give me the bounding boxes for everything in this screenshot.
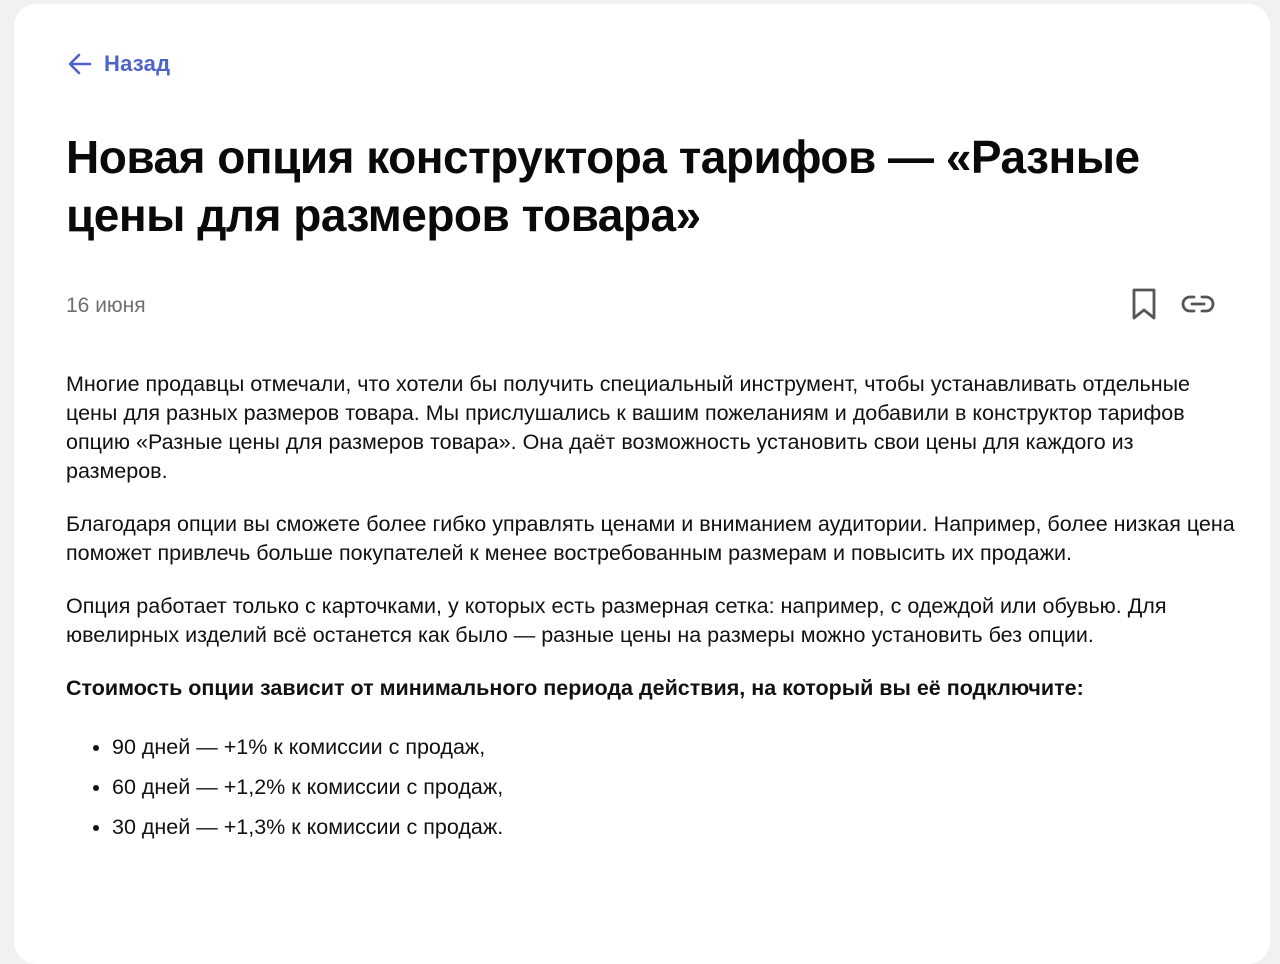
article-paragraph: Многие продавцы отмечали, что хотели бы получить специальный инструмент, чтобы устанавливать отдельные цены для разных размеров товара. Мы прислушались к вашим пожеланиям и добавили в конструктор тарифов опцию «Разные цены для размеров товара». Она даёт возможность установить свои цены для каждого из размеров. [66,372,1190,483]
article-paragraph: Опция работает только с карточками, у которых есть размерная сетка: например, с одеждой или обувью. Для ювелирных изделий всё останется как было — разные цены на размеры можно установить без опции. [66,594,1167,647]
copy-link-button[interactable] [1180,286,1216,322]
bookmark-button[interactable] [1126,286,1162,322]
article-body [66,370,1236,853]
publication-date: 16 июня [66,294,146,317]
list-item: • 90 дней — +1% к комиссии с продаж, [112,733,1236,762]
page-title: Новая опция конструктора тарифов — «Разные цены для размеров товара» [66,131,1140,241]
article-card [14,4,1270,964]
cost-list [66,733,1236,842]
article-paragraph: Благодаря опции вы сможете более гибко управлять ценами и вниманием аудитории. Например, более низкая цена поможет привлечь больше покупателей к менее востребованным размерам и повысить их продажи. [66,512,1235,565]
list-item: • 60 дней — +1,2% к комиссии с продаж, [112,773,1236,802]
arrow-left-icon [66,50,94,78]
list-item: • 30 дней — +1,3% к комиссии с продаж. [112,813,1236,842]
article-actions [1126,286,1216,322]
cost-heading: Стоимость опции зависит от минимального периода действия, на который вы её подключите: [66,676,1084,700]
back-link-label: Назад [104,51,171,76]
bookmark-icon [1130,287,1158,321]
back-link[interactable] [66,50,170,78]
link-icon [1180,292,1216,316]
